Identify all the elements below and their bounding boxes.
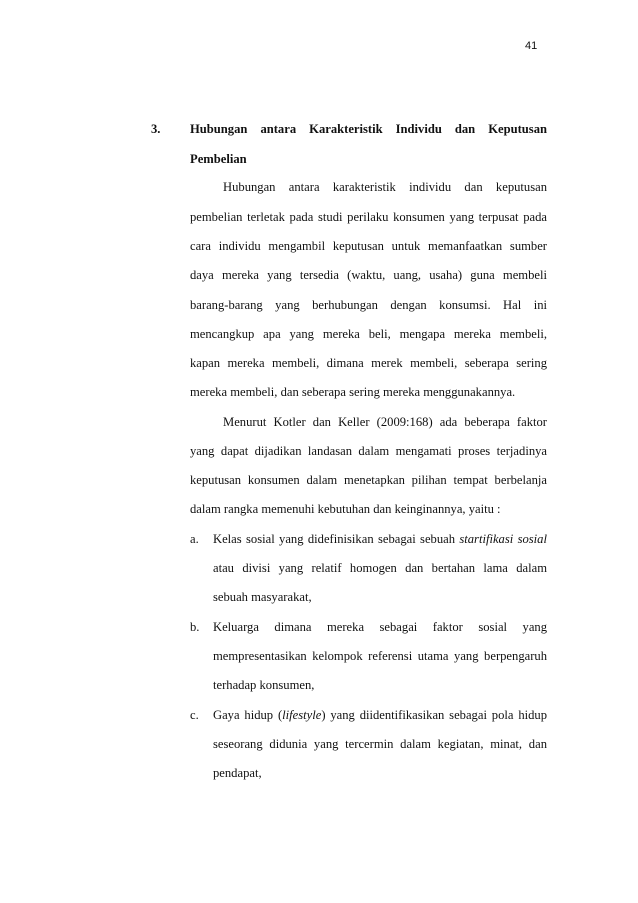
paragraph-2-line: Menurut Kotler dan Keller (2009:168) ada beberapa faktor — [223, 415, 547, 429]
list-item-b-line-1: Keluarga dimana mereka sebagai faktor sosial yang — [213, 620, 547, 634]
section-number: 3. — [151, 122, 161, 136]
list-item-c-text-pre: Gaya hidup ( — [213, 708, 283, 722]
paragraph-2-line: dalam rangka memenuhi kebutuhan dan keinginannya, yaitu : — [190, 502, 501, 516]
section-title-line-1: Hubungan antara Karakteristik Individu dan Keputusan — [190, 122, 547, 136]
paragraph-1-line: kapan mereka membeli, dimana merek membeli, seberapa sering — [190, 356, 547, 370]
list-item-c-italic-term: lifestyle — [282, 708, 322, 722]
paragraph-1-line: Hubungan antara karakteristik individu dan keputusan — [223, 180, 547, 194]
list-item-a-line-2: atau divisi yang relatif homogen dan bertahan lama dalam — [213, 561, 547, 575]
paragraph-1-line: daya mereka yang tersedia (waktu, uang, usaha) guna membeli — [190, 268, 547, 282]
list-item-b-line-2: mempresentasikan kelompok referensi utama yang berpengaruh — [213, 649, 547, 663]
list-marker-c: c. — [190, 708, 199, 722]
list-item-c-line-1 — [213, 707, 547, 723]
paragraph-1-line: cara individu mengambil keputusan untuk memanfaatkan sumber — [190, 239, 547, 253]
list-item-c-line-2: seseorang didunia yang tercermin dalam kegiatan, minat, dan — [213, 737, 547, 751]
list-item-a-italic-term: startifikasi sosial — [459, 532, 547, 546]
section-title-line-2: Pembelian — [190, 152, 247, 166]
paragraph-1-line: mereka membeli, dan seberapa sering mereka menggunakannya. — [190, 385, 516, 399]
list-item-a-line-1 — [213, 531, 547, 547]
list-item-c-line-3: pendapat, — [213, 766, 262, 780]
paragraph-1-line: pembelian terletak pada studi perilaku konsumen yang terpusat pada — [190, 210, 547, 224]
list-item-b-line-3: terhadap konsumen, — [213, 678, 315, 692]
list-item-c-text-post: ) yang diidentifikasikan sebagai pola hidup — [321, 708, 548, 722]
paragraph-1-line: barang-barang yang berhubungan dengan konsumsi. Hal ini — [190, 298, 547, 312]
paragraph-1-line: mencangkup apa yang mereka beli, mengapa mereka membeli, — [190, 327, 547, 341]
list-marker-a: a. — [190, 532, 199, 546]
list-marker-b: b. — [190, 620, 200, 634]
paragraph-2-line: keputusan konsumen dalam menetapkan pilihan tempat berbelanja — [190, 473, 547, 487]
list-item-a-text: Kelas sosial yang didefinisikan sebagai sebuah — [213, 532, 460, 546]
list-item-a-line-3: sebuah masyarakat, — [213, 590, 312, 604]
paragraph-2-line: yang dapat dijadikan landasan dalam mengamati proses terjadinya — [190, 444, 547, 458]
page-number: 41 — [525, 40, 538, 52]
